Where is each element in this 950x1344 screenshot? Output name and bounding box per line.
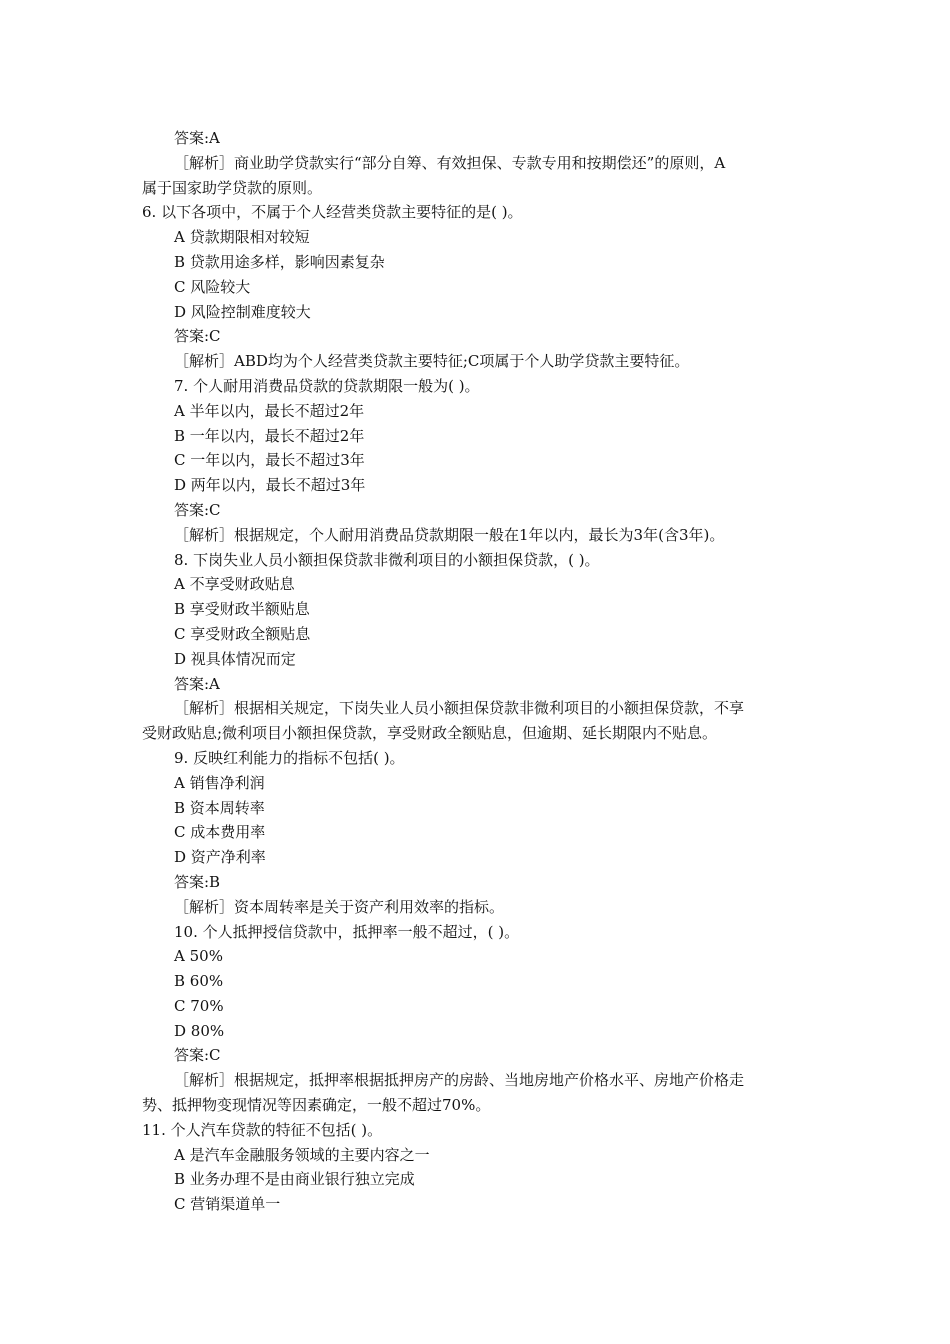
option-d: D 风险控制难度较大 bbox=[174, 302, 311, 321]
explanation-line-continued: 势、抵押物变现情况等因素确定，一般不超过70%。 bbox=[142, 1096, 491, 1115]
question-8: 8. 下岗失业人员小额担保贷款非微利项目的小额担保贷款，( )。 bbox=[174, 550, 600, 569]
option-a: A 贷款期限相对较短 bbox=[174, 228, 310, 247]
option-b: B 业务办理不是由商业银行独立完成 bbox=[174, 1170, 415, 1189]
option-b: B 享受财政半额贴息 bbox=[174, 600, 310, 619]
option-b: B 资本周转率 bbox=[174, 798, 265, 817]
answer-line: 答案:C bbox=[174, 500, 221, 519]
option-b: B 贷款用途多样，影响因素复杂 bbox=[174, 252, 385, 271]
option-b: B 一年以内，最长不超过2年 bbox=[174, 426, 365, 445]
option-d: D 80% bbox=[174, 1021, 225, 1040]
option-a: A 销售净利润 bbox=[174, 773, 265, 792]
option-c: C 营销渠道单一 bbox=[174, 1195, 281, 1214]
explanation-line: ［解析］根据相关规定，下岗失业人员小额担保贷款非微利项目的小额担保贷款，不享 bbox=[174, 699, 745, 718]
explanation-line: ［解析］商业助学贷款实行“部分自筹、有效担保、专款专用和按期偿还”的原则，A bbox=[174, 153, 726, 172]
answer-line: 答案:A bbox=[174, 674, 220, 693]
option-b: B 60% bbox=[174, 972, 224, 991]
explanation-line-continued: 属于国家助学贷款的原则。 bbox=[142, 178, 323, 197]
question-6: 6. 以下各项中，不属于个人经营类贷款主要特征的是( )。 bbox=[142, 203, 523, 222]
option-d: D 视具体情况而定 bbox=[174, 649, 296, 668]
explanation-line-continued: 受财政贴息;微利项目小额担保贷款，享受财政全额贴息，但逾期、延长期限内不贴息。 bbox=[142, 724, 718, 743]
document-body bbox=[142, 126, 812, 1217]
question-9: 9. 反映红利能力的指标不包括( )。 bbox=[174, 748, 405, 767]
option-a: A 50% bbox=[174, 947, 223, 966]
option-a: A 不享受财政贴息 bbox=[174, 575, 295, 594]
option-c: C 成本费用率 bbox=[174, 823, 266, 842]
explanation-line: ［解析］资本周转率是关于资产利用效率的指标。 bbox=[174, 897, 505, 916]
answer-line: 答案:A bbox=[174, 129, 220, 147]
explanation-line: ［解析］ABD均为个人经营类贷款主要特征;C项属于个人助学贷款主要特征。 bbox=[174, 352, 690, 371]
explanation-line: ［解析］根据规定，个人耐用消费品贷款期限一般在1年以内，最长为3年(含3年)。 bbox=[174, 525, 725, 544]
answer-line: 答案:C bbox=[174, 327, 221, 346]
option-a: A 是汽车金融服务领域的主要内容之一 bbox=[174, 1145, 430, 1164]
option-d: D 两年以内，最长不超过3年 bbox=[174, 476, 366, 495]
answer-line: 答案:B bbox=[174, 872, 221, 891]
option-a: A 半年以内，最长不超过2年 bbox=[174, 401, 365, 420]
question-11: 11. 个人汽车贷款的特征不包括( )。 bbox=[142, 1120, 383, 1139]
explanation-line: ［解析］根据规定，抵押率根据抵押房产的房龄、当地房地产价格水平、房地产价格走 bbox=[174, 1071, 745, 1090]
answer-line: 答案:C bbox=[174, 1046, 221, 1065]
option-c: C 享受财政全额贴息 bbox=[174, 624, 311, 643]
question-10: 10. 个人抵押授信贷款中，抵押率一般不超过，( )。 bbox=[174, 922, 520, 941]
option-c: C 风险较大 bbox=[174, 277, 251, 296]
option-c: C 70% bbox=[174, 996, 224, 1015]
option-c: C 一年以内，最长不超过3年 bbox=[174, 451, 365, 470]
option-d: D 资产净利率 bbox=[174, 848, 266, 867]
question-7: 7. 个人耐用消费品贷款的贷款期限一般为( )。 bbox=[174, 376, 480, 395]
